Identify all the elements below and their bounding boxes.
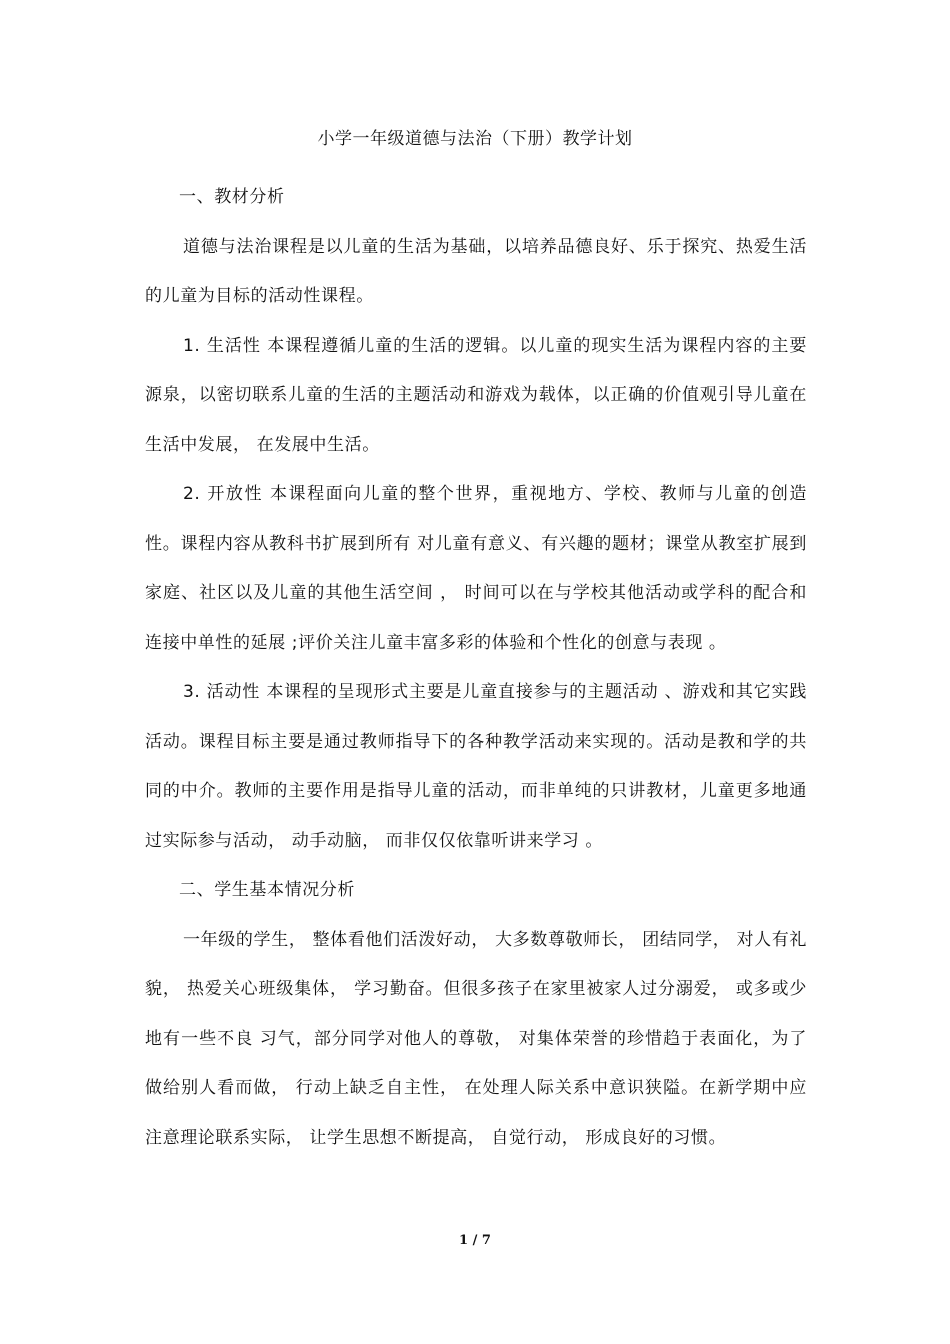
section-heading-textbook-analysis: 一、教材分析: [179, 187, 285, 207]
paragraph-course-intro: 道德与法治课程是以儿童的生活为基础，以培养品德良好、乐于探究、热爱生活的儿童为目标的活动性课程。: [145, 236, 807, 306]
section-heading-student-analysis: 二、学生基本情况分析: [179, 880, 355, 900]
paragraph-point-life: 1. 生活性 本课程遵循儿童的生活的逻辑。以儿童的现实生活为课程内容的主要源泉，以密切联系儿童的生活的主题活动和游戏为载体，以正确的价值观引导儿童在生活中发展， 在发展中生活。: [145, 335, 807, 455]
page-number: 1 / 7: [459, 1233, 491, 1248]
paragraph-point-activity: 3. 活动性 本课程的呈现形式主要是儿童直接参与的主题活动 、游戏和其它实践活动。课程目标主要是通过教师指导下的各种教学活动来实现的。活动是教和学的共同的中介。教师的主要作用是指导儿童的活动，而非单纯的只讲教材，儿童更多地通过实际参与活动， 动手动脑， 而非仅仅依靠听讲来学习 。: [145, 682, 807, 851]
document-title: 小学一年级道德与法治（下册）教学计划: [317, 129, 633, 149]
paragraph-point-openness: 2. 开放性 本课程面向儿童的整个世界，重视地方、学校、教师与儿童的创造性。课程内容从教科书扩展到所有 对儿童有意义、有兴趣的题材；课堂从教室扩展到家庭、社区以及儿童的其他生活空间 ， 时间可以在与学校其他活动或学科的配合和连接中单性的延展 ;评价关注儿童丰富多彩的体验和个性化的创意与表现 。: [145, 484, 807, 653]
document-body: [145, 173, 807, 1163]
paragraph-student-situation: 一年级的学生， 整体看他们活泼好动， 大多数尊敬师长， 团结同学， 对人有礼貌， 热爱关心班级集体， 学习勤奋。但很多孩子在家里被家人过分溺爱， 或多或少地有一些不良 习气，部分同学对他人的尊敬， 对集体荣誉的珍惜趋于表面化，为了做给别人看而做， 行动上缺乏自主性， 在处理人际关系中意识狭隘。在新学期中应注意理论联系实际， 让学生思想不断提高， 自觉行动， 形成良好的习惯。: [145, 929, 807, 1148]
